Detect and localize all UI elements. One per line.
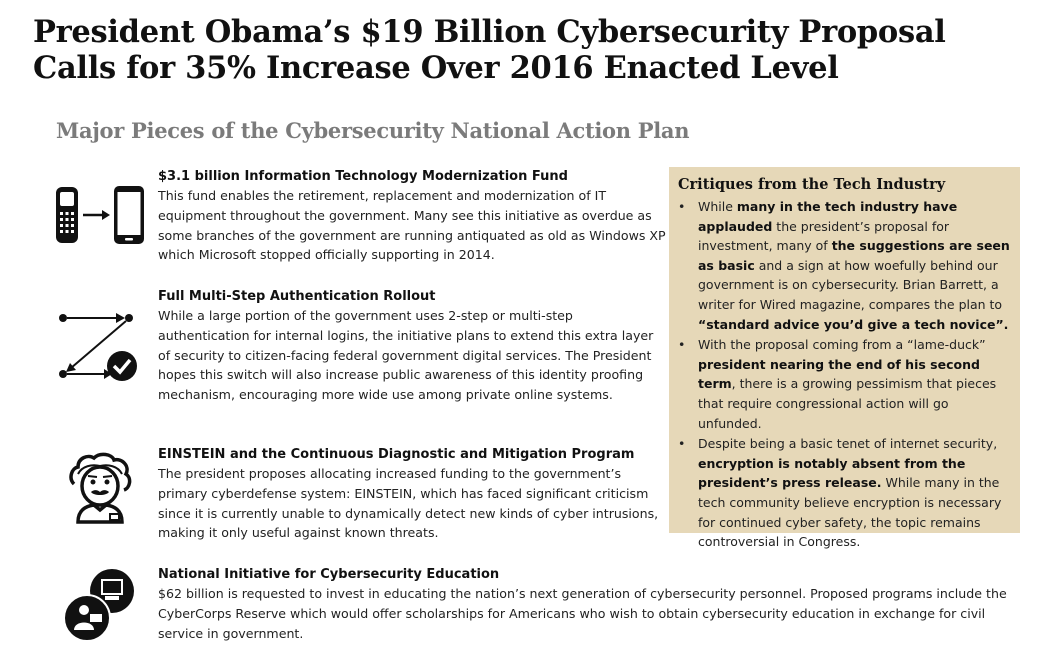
einstein-icon — [64, 452, 136, 524]
critique-bullet: • With the proposal coming from a “lame-duck” president nearing the end of his second term, there is a growing pessimism that pieces that require congressional action will go unfunded. — [698, 335, 1010, 433]
critique-bullet: • While many in the tech industry have applauded the president’s proposal for investment, many of the suggestions are seen as basic and a sign at how woefully behind our government is on cybersecurity. Brian Barrett, a writer for Wired magazine, compares the plan to “standard advice you’d give a tech novice”. — [698, 197, 1010, 334]
education-computer-icon — [62, 568, 136, 642]
critiques-box — [669, 167, 1020, 550]
page-title — [33, 14, 1033, 86]
section-title: Full Multi-Step Authentication Rollout — [158, 289, 436, 304]
critiques-heading: Critiques from the Tech Industry — [678, 176, 946, 193]
multi-step-auth-icon — [56, 310, 140, 382]
section-body: This fund enables the retirement, replacement and modernization of IT equipment throughout the government. Many see this initiative as overdue as some branches of the government are running antiquated as old as Windows XP which Microsoft stopped officially supporting in 2014. — [158, 188, 666, 263]
phone-upgrade-icon — [54, 184, 146, 246]
section-title: $3.1 billion Information Technology Modernization Fund — [158, 169, 568, 184]
section-it-modernization — [158, 167, 668, 265]
section-title: EINSTEIN and the Continuous Diagnostic and Mitigation Program — [158, 447, 635, 462]
section-subtitle: Major Pieces of the Cybersecurity National Action Plan — [56, 118, 690, 143]
section-body: $62 billion is requested to invest in educating the nation’s next generation of cybersecurity personnel. Proposed programs include the CyberCorps Reserve which would offer scholarships for Americans who wish to obtain cybersecurity education in exchange for civil service in government. — [158, 586, 1007, 641]
section-body: While a large portion of the government uses 2-step or multi-step authentication for internal logins, the initiative plans to extend this extra layer of security to citizen-facing federal government digital services. The President hopes this switch will also increase public awareness of this identity proofing mechanism, encouraging more wide use among private online systems. — [158, 308, 654, 403]
section-einstein — [158, 445, 668, 543]
critique-bullet: • Despite being a basic tenet of internet security, encryption is notably absent from the president’s press release. While many in the tech community believe encryption is necessary for continued cyber safety, the topic remains controversial in Congress. — [698, 434, 1010, 552]
section-title: National Initiative for Cybersecurity Education — [158, 567, 500, 582]
section-cyber-education — [158, 565, 1018, 643]
section-multi-step-auth — [158, 287, 668, 405]
critiques-list — [678, 197, 1010, 552]
page-title-line-2: Calls for 35% Increase Over 2016 Enacted Level — [33, 50, 839, 86]
page-title-line-1: President Obama’s $19 Billion Cybersecurity Proposal — [33, 14, 946, 50]
section-body: The president proposes allocating increased funding to the government’s primary cyberdefense system: EINSTEIN, which has faced significant criticism since it is currently unable to dynamically detect new kinds of cyber intrusions, making it only useful against known threats. — [158, 466, 659, 541]
